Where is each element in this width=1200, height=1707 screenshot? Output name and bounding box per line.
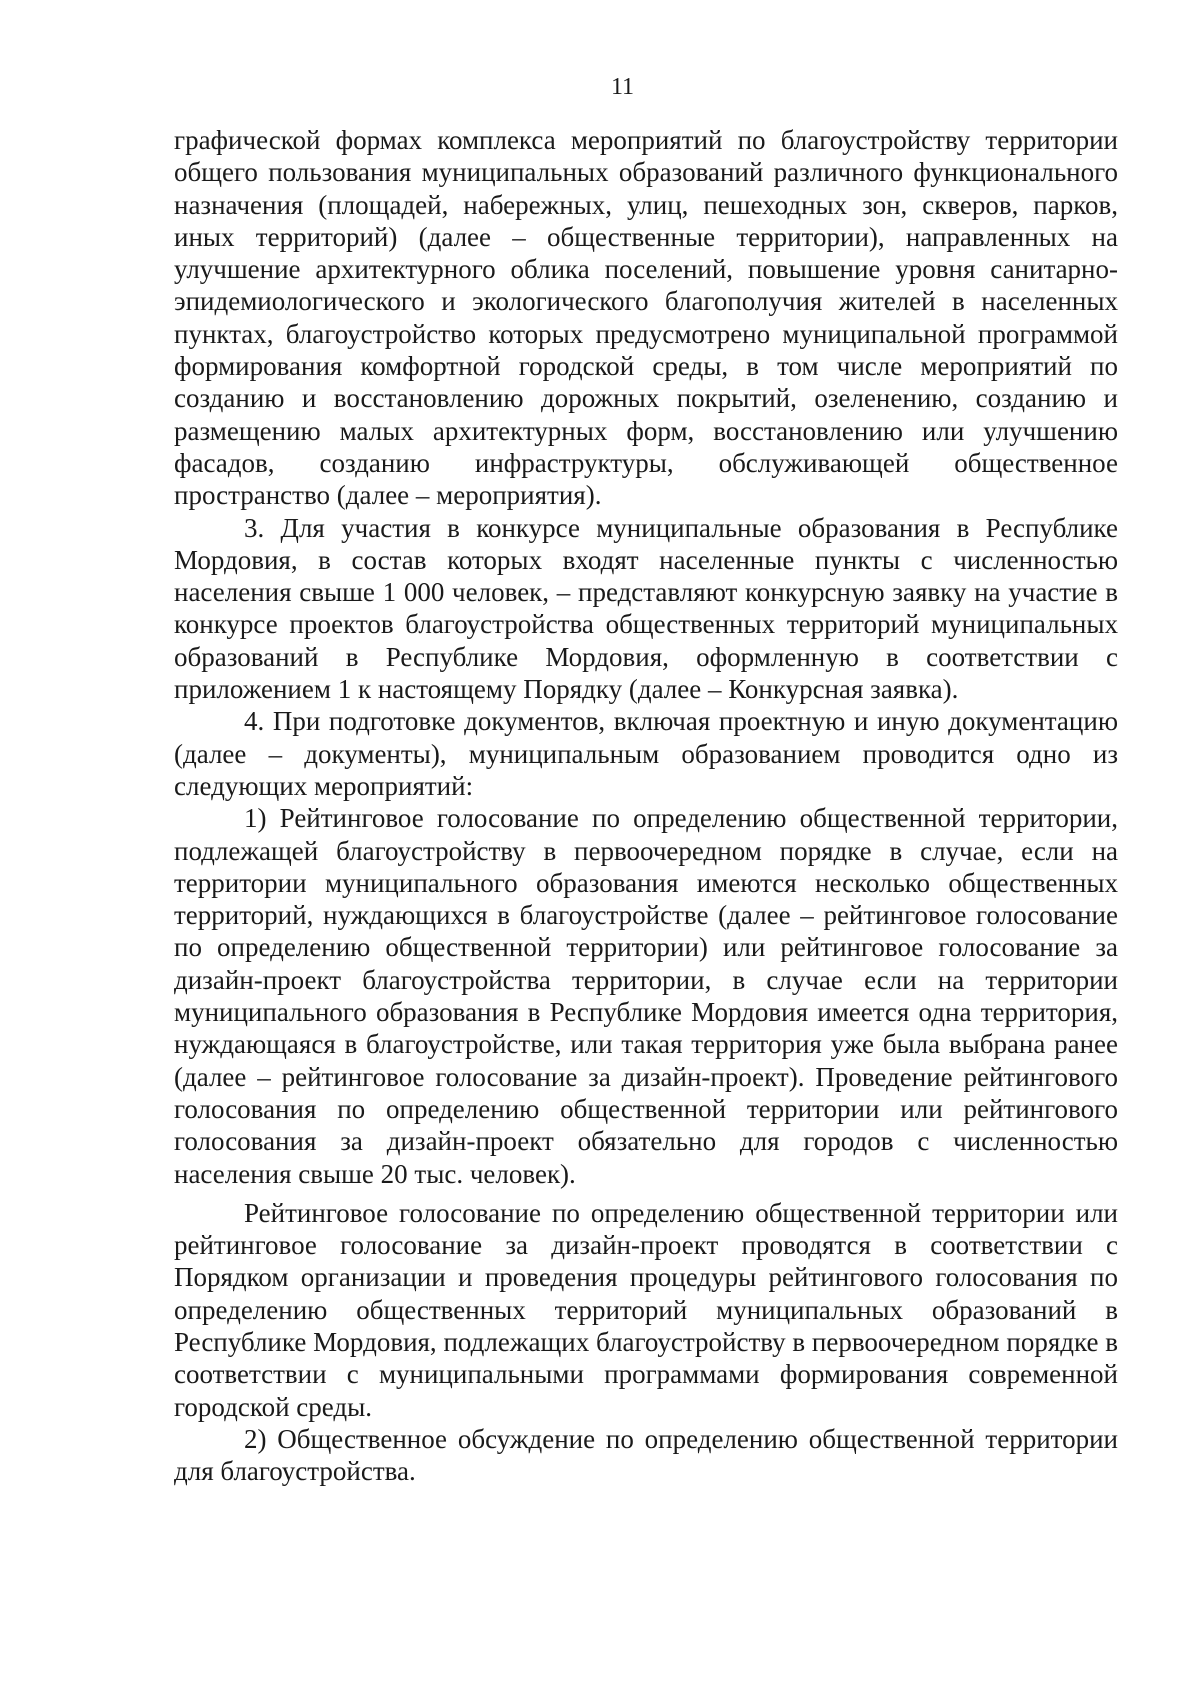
paragraph-subitem-1: 1) Рейтинговое голосование по определению общественной территории, подлежащей благоустройству в первоочередном порядке в случае, если на территории муниципального образования имеются несколько общественных территорий, нуждающихся в благоустройстве (далее – рейтинговое голосование по определению общественной территории) или рейтинговое голосование за дизайн-проект благоустройства территории, в случае если на территории муниципального образования в Республике Мордовия имеется одна территория, нуждающаяся в благоустройстве, или такая территория уже была выбрана ранее (далее – рейтинговое голосование за дизайн-проект). Проведение рейтингового голосования по определению общественной территории или рейтингового голосования за дизайн-проект обязательно для городов с численностью населения свыше 20 тыс. человек). [174, 803, 1118, 1189]
paragraph-item-4: 4. При подготовке документов, включая проектную и иную документацию (далее – документы), муниципальным образованием проводится одно из следующих мероприятий: [174, 706, 1118, 801]
page-number: 11 [610, 74, 635, 100]
paragraph-rating-vote: Рейтинговое голосование по определению общественной территории или рейтинговое голосование за дизайн-проект проводятся в соответствии с Порядком организации и проведения процедуры рейтингового голосования по определению общественных территорий муниципальных образований в Республике Мордовия, подлежащих благоустройству в первоочередном порядке в соответствии с муниципальными программами формирования современной городской среды. [174, 1197, 1118, 1422]
paragraph-continuation: графической формах комплекса мероприятий по благоустройству территории общего пользования муниципальных образований различного функционального назначения (площадей, набережных, улиц, пешеходных зон, скверов, парков, иных территорий) (далее – общественные территории), направленных на улучшение архитектурного облика поселений, повышение уровня санитарно-эпидемиологического и экологического благополучия жителей в населенных пунктах, благоустройство которых предусмотрено муниципальной программой формирования комфортной городской среды, в том числе мероприятий по созданию и восстановлению дорожных покрытий, озеленению, созданию и размещению малых архитектурных форм, восстановлению или улучшению фасадов, созданию инфраструктуры, обслуживающей общественное пространство (далее – мероприятия). [174, 125, 1118, 511]
paragraph-item-3: 3. Для участия в конкурсе муниципальные образования в Республике Мордовия, в состав которых входят населенные пункты с численностью населения свыше 1 000 человек, – представляют конкурсную заявку на участие в конкурсе проектов благоустройства общественных территорий муниципальных образований в Республике Мордовия, оформленную в соответствии с приложением 1 к настоящему Порядку (далее – Конкурсная заявка). [174, 512, 1118, 705]
paragraph-subitem-2: 2) Общественное обсуждение по определению общественной территории для благоустройства. [174, 1423, 1118, 1487]
document-body [174, 124, 1118, 1487]
